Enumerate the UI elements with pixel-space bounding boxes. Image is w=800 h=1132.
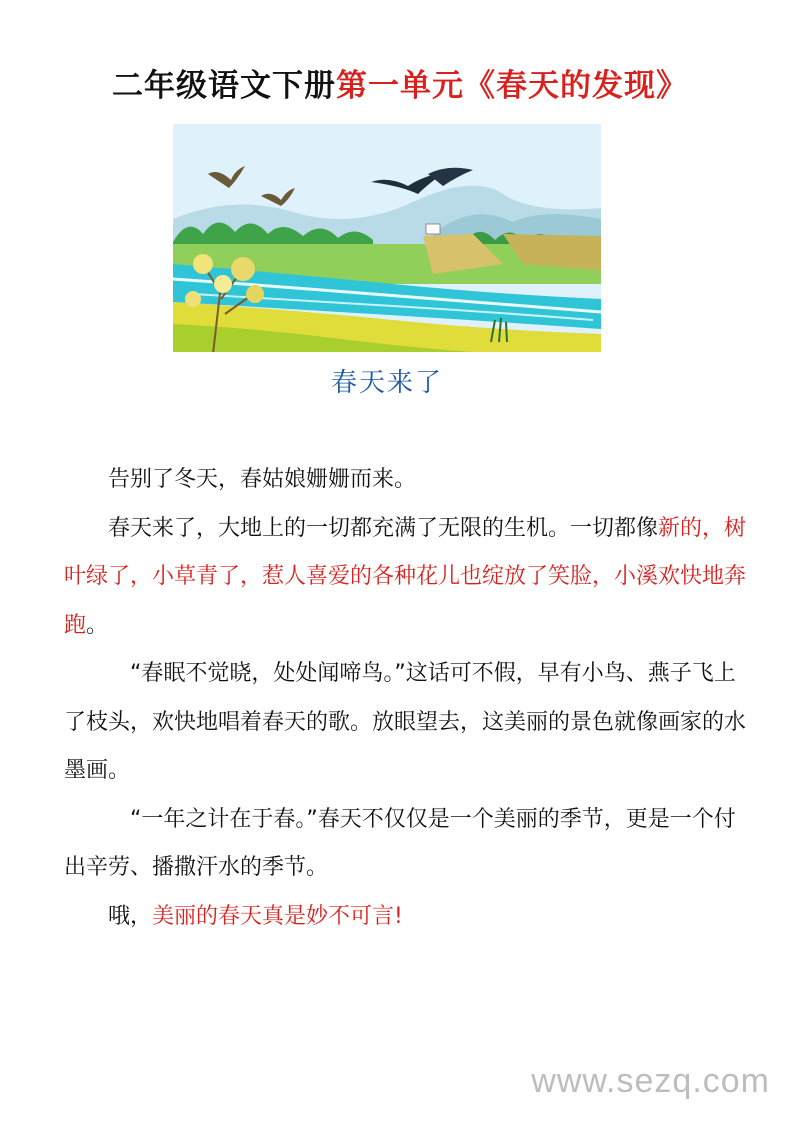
paragraph-2-plain: 春天来了，大地上的一切都充满了无限的生机。一切都像 [108, 515, 659, 541]
paragraph-5-plain: 哦， [108, 903, 153, 929]
paragraph-1: 告别了冬天，春姑娘姗姗而来。 [108, 467, 417, 492]
paragraph-2-highlight: 新的，树叶绿了，小草青了，惹人喜爱的各种花儿也绽放了笑脸，小溪欢快地奔跑 [64, 515, 747, 638]
site-watermark: www.sezq.com [531, 1062, 770, 1100]
illustration-caption: 春天来了 [330, 368, 443, 398]
paragraph-5 [64, 893, 748, 942]
paragraph-4: “一年之计在于春。”春天不仅仅是一个美丽的季节，更是一个付出辛劳、播撒汗水的季节。 [64, 806, 736, 880]
title-part-black: 二年级语文下册 [112, 68, 336, 104]
paragraph-2-end: 。 [86, 612, 109, 638]
page-title [0, 60, 800, 105]
paragraph-2 [64, 505, 748, 651]
paragraph-3: “春眠不觉晓，处处闻啼鸟。”这话可不假，早有小鸟、燕子飞上了枝头，欢快地唱着春天的歌。放眼望去，这美丽的景色就像画家的水墨画。 [64, 661, 747, 783]
article-body [64, 456, 748, 941]
title-part-red: 第一单元《春天的发现》 [336, 68, 688, 104]
paragraph-5-highlight: 美丽的春天真是妙不可言! [152, 903, 403, 929]
